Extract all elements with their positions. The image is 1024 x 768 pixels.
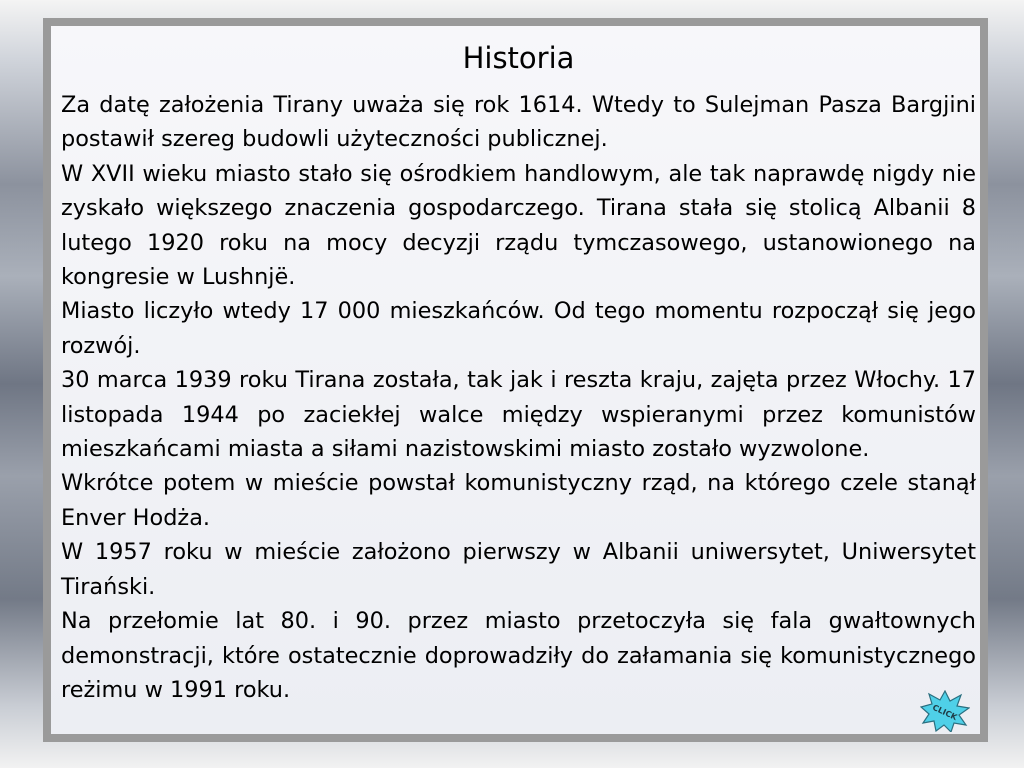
paragraph-communist-government: Wkrótce potem w mieście powstał komunistyczny rząd, na którego czele stanął Enver Hodża.: [61, 470, 976, 531]
paragraph-university: W 1957 roku w mieście założono pierwszy w Albanii uniwersytet, Uniwersytet Tirański.: [61, 539, 976, 600]
slide-body: [61, 88, 976, 707]
paragraph-17th-century: W XVII wieku miasto stało się ośrodkiem handlowym, ale tak naprawdę nigdy nie zyskało większego znaczenia gospodarczego. Tirana stała się stolicą Albanii 8 lutego 1920 roku na mocy decyzji rządu tymczasowego, ustanowionego na kongresie w Lushnjë.: [61, 160, 976, 291]
slide-frame: [43, 18, 988, 742]
star-burst-icon: [920, 690, 970, 732]
paragraph-founding: Za datę założenia Tirany uważa się rok 1614. Wtedy to Sulejman Pasza Bargjini postawił szereg budowli użyteczności publicznej.: [61, 92, 976, 153]
click-label: CLICK: [931, 702, 959, 723]
click-button[interactable]: [920, 690, 970, 732]
paragraph-occupation: 30 marca 1939 roku Tirana została, tak jak i reszta kraju, zajęta przez Włochy. 17 listopada 1944 po zaciekłej walce między wspieranymi przez komunistów mieszkańcami miasta a siłami nazistowskimi miasto zostało wyzwolone.: [61, 367, 976, 463]
slide-title: Historia: [462, 41, 575, 75]
paragraph-demonstrations: Na przełomie lat 80. i 90. przez miasto przetoczyła się fala gwałtownych demonstracji, które ostatecznie doprowadziły do załamania się komunistycznego reżimu w 1991 roku.: [61, 608, 976, 703]
paragraph-population: Miasto liczyło wtedy 17 000 mieszkańców. Od tego momentu rozpoczął się jego rozwój.: [61, 298, 976, 359]
